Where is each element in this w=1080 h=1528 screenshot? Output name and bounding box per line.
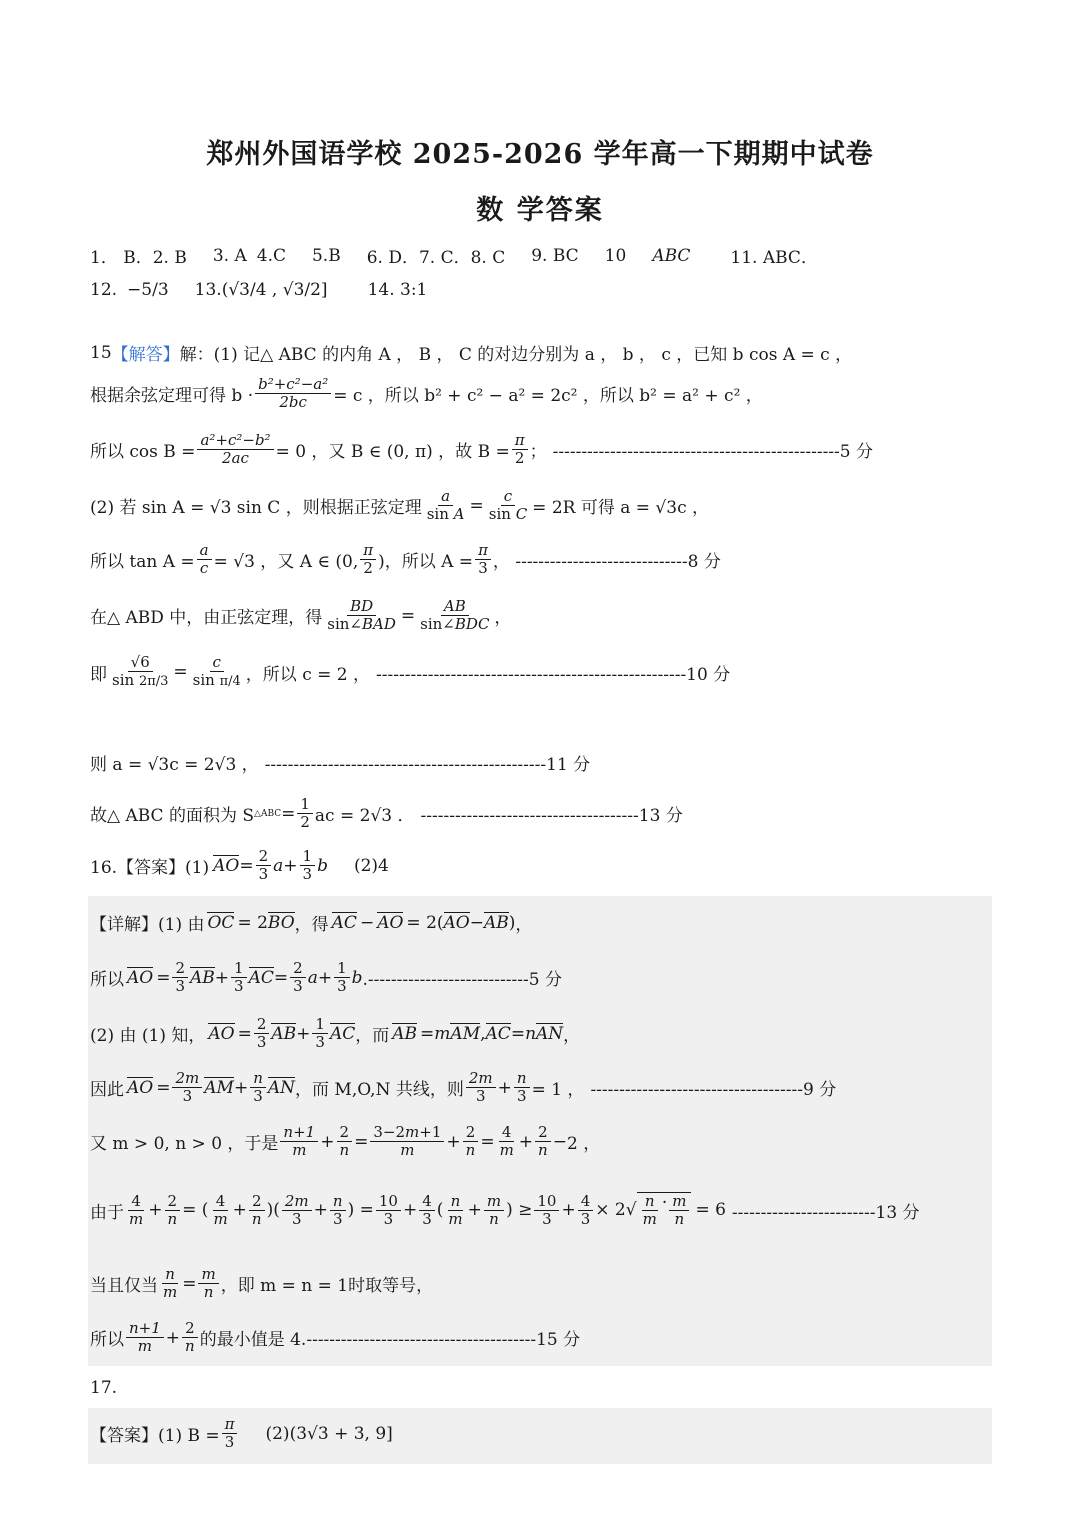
q16-d6b: = 6 [695, 1200, 726, 1221]
q17-label-line [90, 1378, 117, 1398]
answer-q14: 14. 3:1 [367, 280, 428, 300]
q17-answer-1-label: 【答案】(1) B = [90, 1426, 220, 1447]
q15-l6a: 在△ ABD 中，由正弦定理，得 [90, 608, 323, 629]
q16-d5b: 2 ， [566, 1134, 601, 1155]
q15-line-1 [90, 340, 852, 365]
q15-l5c: )，所以 A = [378, 552, 474, 573]
q16-d1b: ，得 [294, 915, 329, 935]
q15-lead: 解：(1) 记△ ABC 的内角 A ， B ， C 的对边分别为 a ， b ， c ，已知 b cos A = c ， [179, 345, 853, 365]
answer-q12: −5/3 [127, 280, 169, 300]
score-9: -------------------------------------9 分 [590, 1080, 837, 1101]
q15-l9a: 故△ ABC 的面积为 S [90, 806, 255, 827]
q15-l4c: = 2R 可得 a = √3c ， [532, 498, 710, 519]
sqrt6-over-sin: $\frac{√6}{\sin 2\pi/3}$ [112, 653, 169, 690]
q15-l9b: = [281, 803, 296, 824]
q15-l2b: = c ，所以 b² + c² − a² = 2c² ，所以 b² = a² + c² ， [333, 386, 763, 407]
q16-answer-2: (2)4 [353, 855, 389, 876]
answer-q5: 5.B [311, 245, 341, 266]
score-11: -------------------------------------------------11 分 [264, 755, 591, 775]
answer-q4: 4.C [256, 245, 286, 266]
pi-over-3: $\frac{\pi}{3}$ [475, 542, 491, 578]
page-title: 郑州外国语学校 2025-2026 学年高一下期期中试卷 [206, 139, 874, 170]
AB-over-sinBDC: $\frac{AB}{\text{sin∠BDC}}$ [420, 597, 490, 634]
answers-row-2 [90, 280, 427, 300]
q16-d4c: = 1 ， [531, 1080, 585, 1101]
c-over-sin-pi4: $\frac{c}{\text{sin π/4}}$ [192, 653, 241, 690]
q17-answer-2-label: (2) [265, 1423, 290, 1444]
q16-d6a: 由于 [90, 1202, 124, 1223]
q15-line-8 [90, 750, 590, 775]
score-13: --------------------------------------13 分 [420, 806, 683, 827]
q17-answer-line [90, 1416, 393, 1452]
q15-l3c: ； [529, 442, 547, 463]
answer-q13-label: 13. [194, 280, 222, 300]
q15-line-7 [90, 654, 730, 690]
q15-l4b: = [469, 495, 484, 516]
BD-over-sinBAD: $\frac{BD}{\text{sin∠BAD}}$ [327, 597, 396, 634]
q15-l6b: = [400, 605, 416, 626]
q16-d5a: 又 m > 0, n > 0 ，于是 [90, 1134, 279, 1155]
q15-line-9 [90, 796, 683, 832]
q15-l7c: ，所以 c = 2 ， [245, 664, 370, 685]
q15-l3b: = 0 ，又 B ∈ (0, π) ，故 B = [275, 442, 510, 463]
answer-q9: 9. BC [531, 245, 579, 266]
q15-l2a: 根据余弦定理可得 b · [90, 386, 254, 407]
q15-l4a: (2) 若 sin A = √3 sin C ，则根据正弦定理 [90, 498, 422, 519]
q16-d8b: 的最小值是 4. [199, 1330, 307, 1351]
q16-detail-1: 【详解】(1) 由 OC = 2 BO ，得 AC − AO = 2( AO − AB ) ， [90, 910, 532, 935]
q15-l8: 则 a = √3c = 2√3 ， [90, 755, 259, 775]
a-over-c: $\frac{a}{c}$ [197, 542, 212, 578]
q15-l6c: ， [494, 608, 512, 629]
answer-q3: 3. A [212, 245, 247, 266]
q15-l9c: ac = 2√3 ． [314, 806, 415, 827]
q17-answer-2: (3√3 + 3, 9] [289, 1423, 393, 1444]
q16-d7b: ，即 m = n = 1时取等号， [220, 1276, 434, 1297]
q16-d1c: ， [515, 915, 533, 935]
answer-q13: (√3/4 , √3/2] [221, 280, 328, 300]
q17-pi-over-3: $\frac{\pi}{3}$ [222, 1416, 238, 1452]
score-10: ------------------------------------------------------10 分 [376, 664, 731, 685]
score-15: ----------------------------------------15 分 [306, 1330, 581, 1351]
q16-detail-6: 由于 $\frac{4}{m}$ + $\frac{2}{n}$ = ( $\frac{4}{m}$ + $\frac{2}{n}$ )( $\frac{2m}{3}$ + $\frac{n}{3}$ ) = $\frac{10}{3}$ + $\frac{4}{3}$ ( $\frac{n}{m}$ + $\frac{m}{n}$ ) ≥ $\frac{10}{3}$ + $\frac{4}{3}$ × 2 √ $\frac{n}{m}$ · $\frac{m}{n}$ = 6 -------------------------13 分 [90, 1191, 920, 1229]
q16-d4a: 因此 [90, 1080, 124, 1101]
q15-l7b: = [173, 662, 188, 683]
pi-over-2-fraction: $\frac{\pi}{2}$ [512, 432, 528, 468]
q15-l5b: = √3 ，又 A ∈ (0, [213, 552, 359, 573]
pi-over-2-b: $\frac{\pi}{2}$ [360, 542, 376, 578]
q15-l7a: 即 [90, 664, 107, 685]
score-13b: -------------------------13 分 [731, 1202, 920, 1223]
score-8: ， ------------------------------8 分 [492, 552, 721, 573]
answer-q10-label: 10 [604, 245, 627, 266]
answers-row-1 [90, 243, 818, 268]
score-5b: .----------------------------5 分 [362, 970, 562, 991]
one-half: $\frac{1}{2}$ [297, 796, 313, 832]
q15-l3a: 所以 cos B = [90, 442, 196, 463]
q16-d4b: ，而 M,O,N 共线，则 [295, 1080, 464, 1101]
q15-line-2 [90, 376, 763, 412]
q15-line-5 [90, 542, 721, 578]
page-subtitle: 数 学答案 [476, 195, 604, 226]
q17-label: 17. [90, 1378, 118, 1398]
a-over-sinA: $\frac{a}{\text{sin A}}$ [426, 487, 465, 524]
answer-q11: 11. ABC． [730, 248, 818, 268]
q16-detail-2: 所以 AO = $\frac{2}{3}$ AB + $\frac{1}{3}$ AC = $\frac{2}{3}$ a + $\frac{1}{3}$ b .----------------------------5 分 [90, 959, 562, 996]
q15-tag: 【解答】 [111, 345, 180, 365]
q16-d2a: 所以 [90, 970, 124, 991]
answer-q10: ABC [652, 245, 691, 266]
q15-label: 15 [90, 342, 112, 363]
cosB-fraction: $\frac{\text{a²+c²−b²}}{2ac}$ [197, 432, 273, 468]
q15-line-6 [90, 598, 511, 634]
q16-d1a: 【详解】(1) 由 [90, 915, 205, 935]
cosine-law-fraction: $\frac{\text{b²+c²−a²}}{2bc}$ [255, 376, 331, 412]
q16-detail-3: (2) 由 (1) 知， AO = $\frac{2}{3}$ AB + $\frac{1}{3}$ AC ，而 AB = m AM , AC = n AN ， [90, 1015, 581, 1052]
q16-detail-4: 因此 AO = $\frac{2m}{3}$ AM + $\frac{n}{3}$ AN ，而 M,O,N 共线，则 $\frac{2m}{3}$ + $\frac{n}{3}$ = 1 ， -------------------------------------9 分 [90, 1069, 837, 1106]
q16-detail-5: 又 m > 0, n > 0 ，于是 $\frac{n+1}{m}$ + $\frac{2}{n}$ = $\frac{3-2m+1}{m}$ + $\frac{2}{n}$ = $\frac{4}{m}$ + $\frac{2}{n}$ − 2 ， [90, 1123, 601, 1160]
area-subscript: △ABC [254, 808, 282, 819]
c-over-sinC: $\frac{c}{\text{sin C}}$ [488, 487, 528, 524]
q15-line-4 [90, 488, 709, 524]
q16-d3b: ，而 [355, 1026, 390, 1047]
q16-d3c: ， [563, 1026, 581, 1047]
q15-line-3 [90, 432, 873, 468]
answer-q1-q2: 1． B．2. B [90, 248, 187, 268]
answer-q6-q8: 6. D．7. C．8. C [366, 248, 506, 268]
answer-q12-label: 12. [90, 280, 118, 300]
q16-detail-7: 当且仅当 $\frac{n}{m}$ = $\frac{m}{n}$ ，即 m = n = 1时取等号， [90, 1265, 434, 1302]
score-5: --------------------------------------------------5 分 [552, 442, 874, 463]
q15-l5a: 所以 tan A = [90, 552, 195, 573]
q16-d3a: (2) 由 (1) 知， [90, 1026, 206, 1047]
q16-d8a: 所以 [90, 1330, 124, 1351]
q16-label: 16.【答案】(1) [90, 858, 210, 879]
q16-detail-8: 所以 $\frac{n+1}{m}$ + $\frac{2}{n}$ 的最小值是 4. ----------------------------------------15 分 [90, 1319, 581, 1356]
q16-answer-line: 16.【答案】(1) AO = $\frac{2}{3}$ a + $\frac{1}{3}$ b (2)4 [90, 847, 389, 884]
q16-d7a: 当且仅当 [90, 1276, 158, 1297]
